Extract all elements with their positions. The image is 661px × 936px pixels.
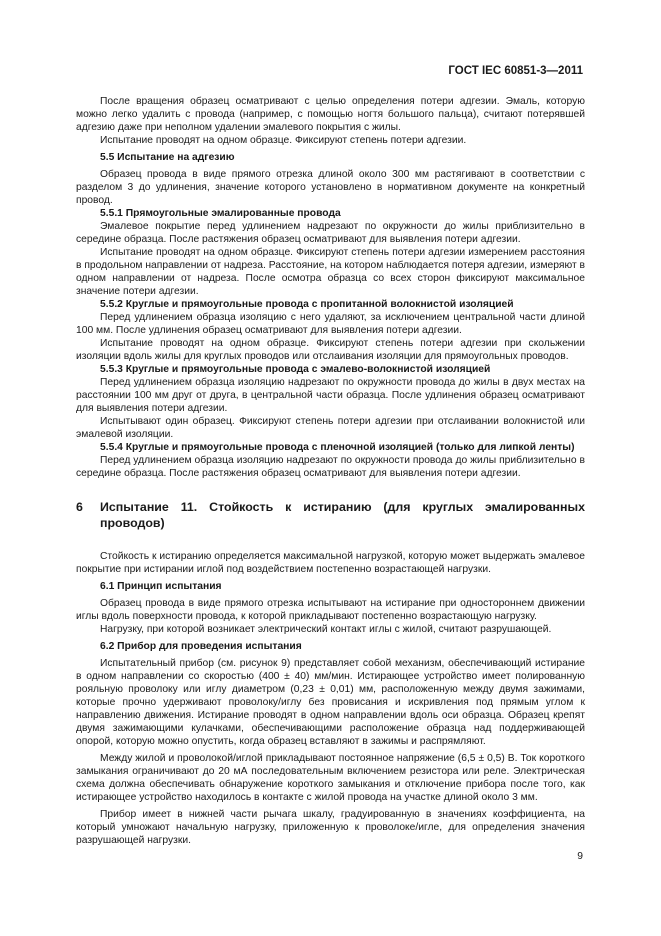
paragraph: Образец провода в виде прямого отрезка длиной около 300 мм растягивают в соответствии с разделом 3 до удлинения, значение которого установлено в нормативном документе на конкретный провод. [76,169,585,206]
paragraph: Образец провода в виде прямого отрезка испытывают на истирание при одностороннем движении иглы вдоль поверхности провода, к которой прикладывают постепенно возрастающую нагрузку. [76,598,585,622]
paragraph: Испытание проводят на одном образце. Фиксируют степень потери адгезии измерением расстояния в продольном направлении от надреза. Расстояние, на котором наблюдается потеря адгезии, измеряют в одном направлении от надреза. После осмотра образца со всех сторон фиксируют максимальное значение потери адгезии. [76,247,586,297]
paragraph: Перед удлинением образца изоляцию с него удаляют, за исключением центральной части длиной 100 мм. После удлинения образец осматривают для выявления потери адгезии. [76,312,585,336]
section-heading-5-5-4: 5.5.4 Круглые и прямоугольные провода с пленочной изоляцией (только для липкой ленты) [100,442,575,453]
section-heading-5-5-1: 5.5.1 Прямоугольные эмалированные провода [100,208,341,219]
paragraph: Испытывают один образец. Фиксируют степень потери адгезии при отслаивании волокнистой или эмалевой изоляции. [76,416,585,440]
section-number: 6 [76,500,83,514]
section-title: Испытание 11. Стойкость к истиранию (для круглых эмалированных проводов) [100,500,585,530]
paragraph: Испытательный прибор (см. рисунок 9) представляет собой механизм, обеспечивающий истирание в одном направлении со скоростью (400 ± 40) мм/мин. Истирающее устройство имеет полированную рояльную проволоку или иглу диаметром (0,23 ± 0,01) мм, расположенную между двумя зажимами, которые прочно удерживают проволоку/иглу без провисания и искривления под прямым углом к направлению движения. Истирание проводят в одном направлении вдоль оси образца. Образец крепят двумя зажимающими кулачками, обеспечивающими расположение образца над поддерживающей опорой, которую можно опустить, когда образец вставляют в зажимы и распрямляют. [76,658,585,747]
section-heading-5-5-3: 5.5.3 Круглые и прямоугольные провода с эмалево-волокнистой изоляцией [100,364,491,375]
page-body [76,95,585,847]
paragraph: Прибор имеет в нижней части рычага шкалу, градуированную в значениях коэффициента, на который умножают начальную нагрузку, приложенную к проволоке/игле, для определения значения разрушающей нагрузки. [76,809,585,846]
section-heading-6-1: 6.1 Принцип испытания [100,581,222,592]
section-heading-5-5: 5.5 Испытание на адгезию [100,152,235,163]
paragraph: Стойкость к истиранию определяется максимальной нагрузкой, которую может выдержать эмалевое покрытие при истирании иглой под воздействием постепенно возрастающей нагрузки. [76,551,585,575]
paragraph: Нагрузку, при которой возникает электрический контакт иглы с жилой, считают разрушающей. [100,624,552,635]
section-heading-5-5-2: 5.5.2 Круглые и прямоугольные провода с пропитанной волокнистой изоляцией [100,299,514,310]
paragraph: Испытание проводят на одном образце. Фиксируют степень потери адгезии. [100,135,467,146]
document-header: ГОСТ IEC 60851-3—2011 [448,65,583,77]
page-number: 9 [577,851,583,862]
paragraph: Эмалевое покрытие перед удлинением надрезают по окружности до жилы приблизительно в середине образца. После растяжения образец осматривают для выявления потери адгезии. [76,221,585,245]
section-heading-6 [76,499,585,531]
paragraph: Перед удлинением образца изоляцию надрезают по окружности провода до жилы приблизительно в середине образца. После растяжения образец осматривают для выявления потери адгезии. [76,455,585,479]
paragraph: После вращения образец осматривают с целью определения потери адгезии. Эмаль, которую можно легко удалить с провода (например, с помощью ногтя большого пальца), считают потерявшей адгезию даже при неполном удалении эмалевого покрытия с жилы. [76,96,585,133]
paragraph: Между жилой и проволокой/иглой прикладывают постоянное напряжение (6,5 ± 0,5) В. Ток короткого замыкания ограничивают до 20 мА последовательным включением резистора или реле. Электрическая схема должна обеспечивать обнаружение короткого замыкания и отключение прибора после того, как истирающее устройство находилось в контакте с жилой провода на участке длиной около 3 мм. [76,753,585,803]
paragraph: Испытание проводят на одном образце. Фиксируют степень потери адгезии при скольжении изоляции вдоль жилы для круглых проводов или отслаивания изоляции для прямоугольных проводов. [76,338,585,362]
section-heading-6-2: 6.2 Прибор для проведения испытания [100,641,302,652]
paragraph: Перед удлинением образца изоляцию надрезают по окружности провода до жилы в двух местах на расстоянии 100 мм друг от друга, в центральной части образца. После удлинения образец осматривают для выявления потери адгезии. [76,377,585,414]
